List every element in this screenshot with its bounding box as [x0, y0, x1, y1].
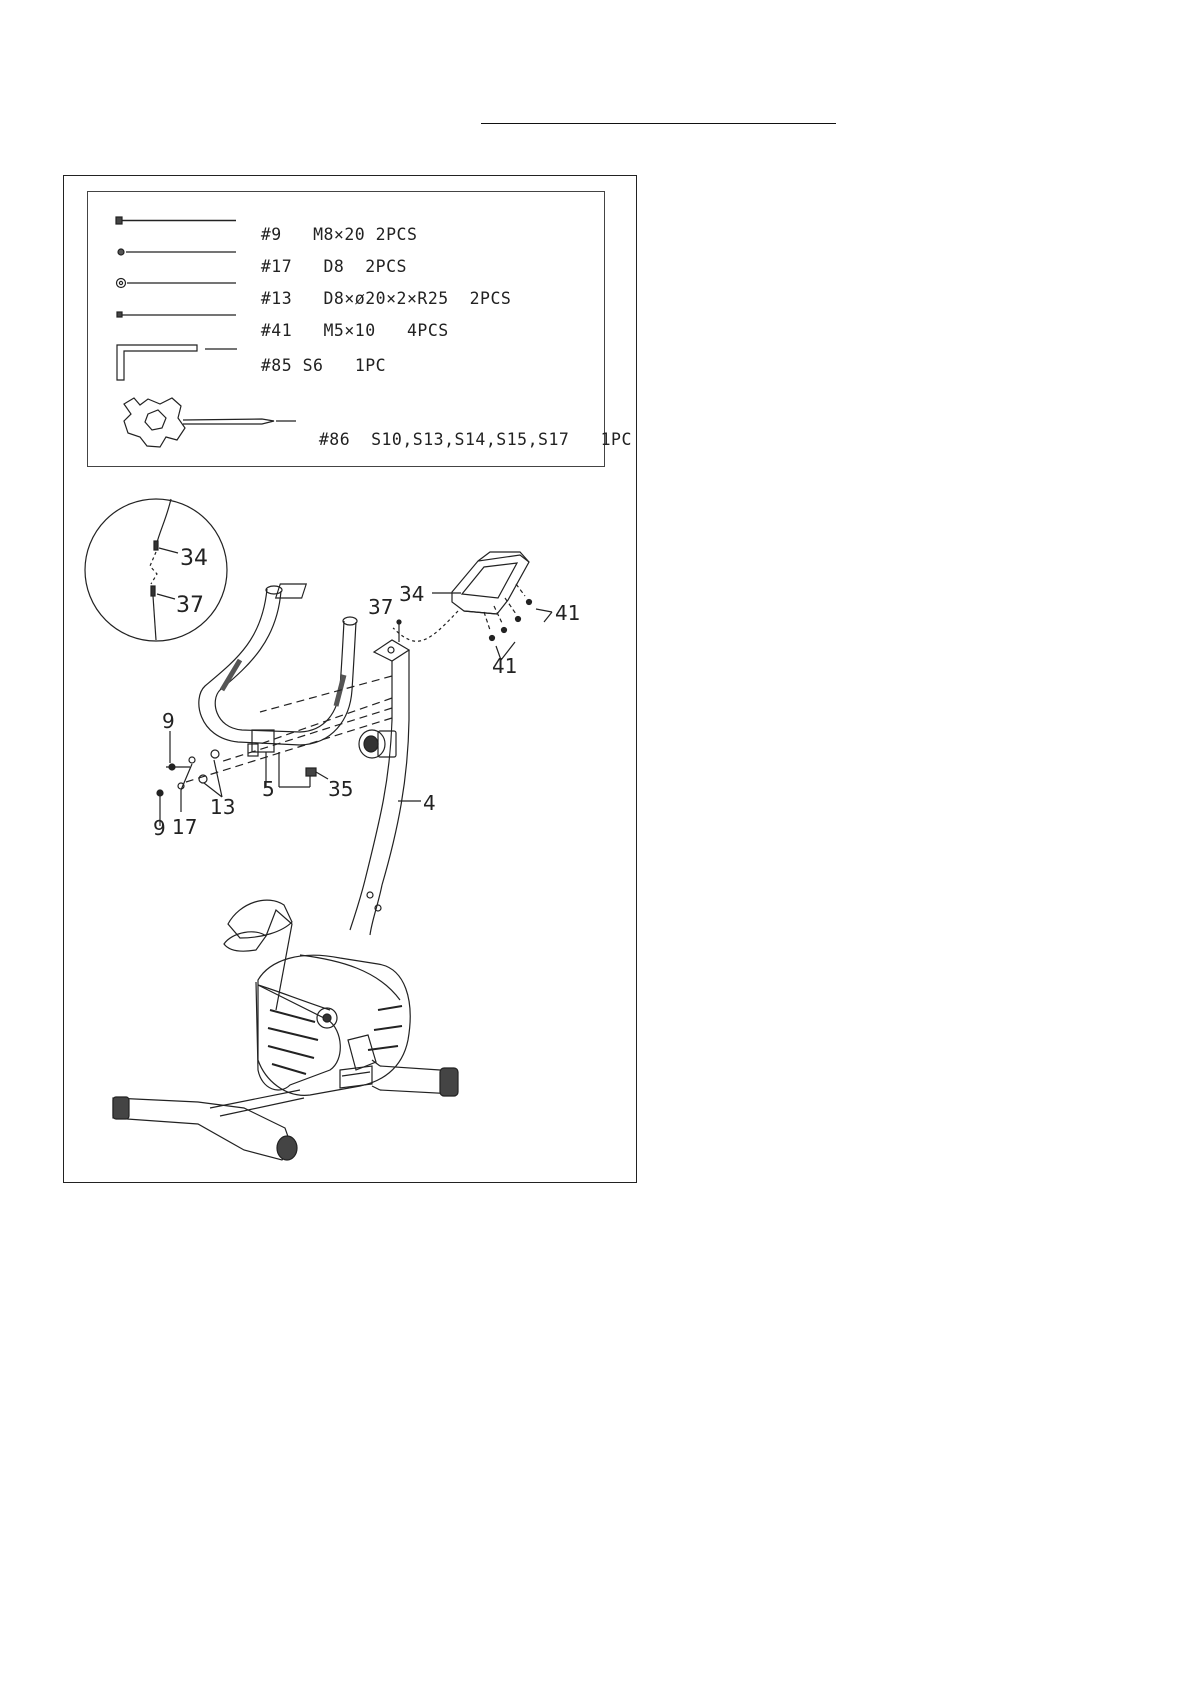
- computer-console: [276, 552, 552, 660]
- hardware-qty: 4PCS: [406, 320, 449, 340]
- bolt-icon: [116, 217, 236, 224]
- label-console-screws-a: 41: [555, 601, 581, 625]
- multi-wrench-icon: [124, 398, 296, 447]
- hardware-spec: S10,S13,S14,S15,S17: [371, 429, 570, 449]
- hardware-qty: 2PCS: [375, 224, 418, 244]
- hardware-spec: S6: [302, 355, 324, 375]
- hardware-spec: M5×10: [323, 320, 376, 340]
- label-front-post: 4: [423, 791, 436, 815]
- screw-icon: [117, 312, 236, 317]
- spring-washer-icon: [118, 249, 236, 255]
- label-console-screws-b: 41: [492, 654, 518, 678]
- arc-washer-icon: [117, 279, 237, 288]
- hardware-number: #86: [318, 429, 351, 449]
- label-arc-washer: 13: [210, 795, 236, 819]
- allen-key-icon: [117, 345, 237, 380]
- label-spring-washer: 17: [172, 815, 198, 839]
- label-handlebar: 5: [262, 777, 275, 801]
- hardware-number: #17: [260, 256, 293, 276]
- hardware-number: #9: [260, 224, 282, 244]
- bike-body: [113, 900, 458, 1160]
- hardware-qty: 2PCS: [365, 256, 407, 276]
- label-bolt-b: 9: [153, 816, 166, 840]
- label-pulse-wire: 35: [328, 777, 354, 801]
- hardware-spec: D8×ø20×2×R25: [323, 288, 449, 308]
- front-post: [350, 620, 421, 935]
- hardware-qty: 1PC: [600, 429, 632, 449]
- label-computer: 34: [399, 582, 425, 606]
- detail-label-upper: 34: [180, 546, 208, 571]
- hardware-number: #13: [260, 288, 293, 308]
- hardware-number: #41: [260, 320, 293, 340]
- label-sensor-wire: 37: [368, 595, 394, 619]
- hardware-number: #85: [260, 355, 293, 375]
- hardware-qty: 1PC: [354, 355, 387, 375]
- detail-label-lower: 37: [176, 593, 204, 618]
- hardware-qty: 2PCS: [469, 288, 512, 308]
- hardware-spec: M8×20: [313, 224, 366, 244]
- hardware-spec: D8: [323, 256, 345, 276]
- label-bolt-a: 9: [162, 709, 175, 733]
